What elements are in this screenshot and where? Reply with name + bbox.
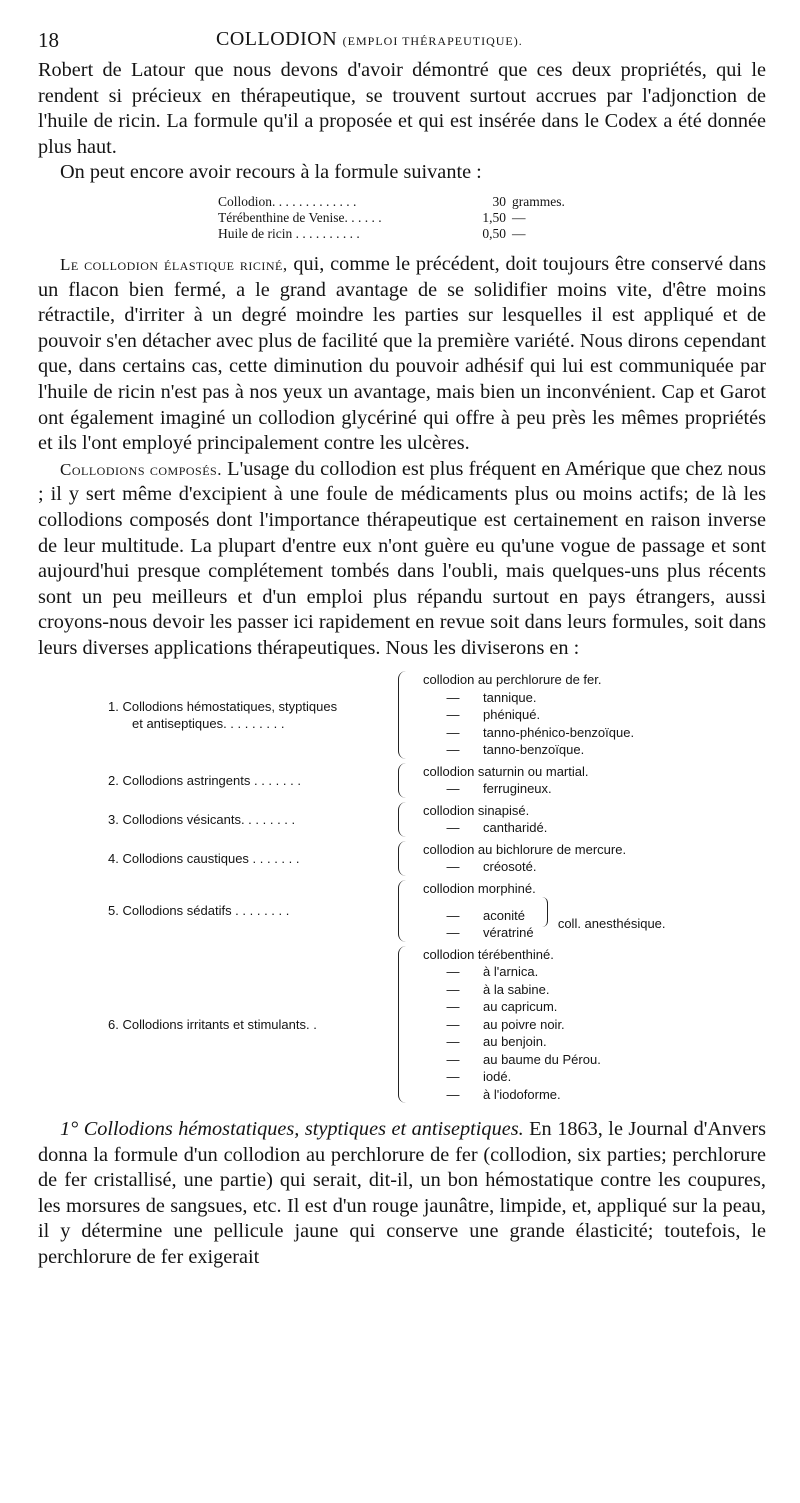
brace [398,880,411,942]
group-item [423,1086,601,1104]
group-item-text: au capricum. [483,999,558,1015]
page [38,28,766,1271]
recipe-qty: 30 [492,193,506,209]
recipe-label: Collodion. . . . . . . . . . . . . [218,193,357,209]
ditto-dash: — [446,781,460,797]
ditto-dash: — [446,907,460,923]
ditto-dash: — [446,707,460,723]
paragraph-4 [38,457,766,662]
brace [398,841,411,876]
recipe-qty: 1,50 [482,209,506,225]
brace [398,946,411,1104]
paragraph-1: Robert de Latour que nous devons d'avoir démontré que ces deux propriétés, qui le rendent si précieux en thérapeutique, se trouvent surtout accrues par l'adjonction de l'huile de ricin. La formule qu'il a proposée et qui est insérée dans le Codex a été donnée plus haut. [38,59,766,158]
running-title [216,28,523,51]
group-item-text: au benjoin. [483,1034,547,1050]
group-item [423,780,588,798]
group-item-text: à l'iodoforme. [483,1086,561,1102]
classification-group [38,880,766,942]
group-item [423,689,634,707]
group-item-text: iodé. [483,1069,512,1085]
group-items [423,841,626,876]
ditto-dash: — [446,1086,460,1102]
group-label [38,698,398,733]
recipe-label: Huile de ricin . . . . . . . . . . [218,225,360,241]
group-label: 4. Collodions caustiques . . . . . . . [108,850,300,866]
group-item: collodion térébenthiné. [423,946,554,962]
group-item-text: à l'arnica. [483,964,539,980]
paragraph-4-lead: Collodions composés. [60,459,222,479]
group-label: 6. Collodions irritants et stimulants. . [108,1016,317,1032]
running-title-main: COLLODION [216,28,338,50]
group-item-text: créosoté. [483,859,537,875]
group-item [423,706,634,724]
group-item: collodion saturnin ou martial. [423,763,589,779]
ditto-dash: — [446,1069,460,1085]
group-item [423,858,626,876]
group-label: 5. Collodions sédatifs . . . . . . . . [108,903,290,918]
group-item [423,1068,601,1086]
group-items [423,671,634,759]
classification-table [38,671,766,1103]
group-item-text: vératriné [483,925,534,941]
paragraph-2: On peut encore avoir recours à la formule suivante : [60,161,482,184]
recipe-table [218,194,766,242]
group-item [423,998,601,1016]
recipe-label: Térébenthine de Venise. . . . . . [218,209,382,225]
group-item [423,981,601,999]
group-item: collodion sinapisé. [423,802,530,818]
brace [398,802,411,837]
page-header [38,28,766,58]
ditto-dash: — [446,820,460,836]
ditto-dash: — [446,724,460,740]
group-label-line: 1. Collodions hémostatiques, styptiques [108,698,338,714]
recipe-unit: — [512,209,526,225]
classification-group [38,671,766,759]
sub-list [423,907,534,942]
ditto-dash: — [446,1051,460,1067]
ditto-dash: — [446,689,460,705]
group-item-text: au poivre noir. [483,1016,565,1032]
group-item [423,1016,601,1034]
recipe-row [218,226,766,242]
brace [398,763,411,798]
group-item-text: tanno-benzoïque. [483,742,585,758]
sub-label: coll. anesthésique. [557,916,666,932]
ditto-dash: — [446,999,460,1015]
group-item [423,1051,601,1069]
ditto-dash: — [446,1034,460,1050]
group-item [423,1033,601,1051]
ditto-dash: — [446,981,460,997]
paragraph-4-text: L'usage du collodion est plus fréquent en Amérique que chez nous ; il y sert même d'excipient à une foule de médicaments plus ou moins actifs; de là les collodions composés dont l'importance thérapeutique est certainement en raison inverse de leur multitude. La plupart d'entre eux n'ont guère eu qu'une vogue de passage et sont aujourd'hui presque complétement tombés dans l'oubli, mais quelques-uns plus récents sont un peu meilleurs et d'un emploi plus répandu surtout en pays étrangers, aussi croyons-nous devoir les passer ici rapidement en revue soit dans leurs formules, soit dans leurs diverses applications thérapeutiques. Nous les diviserons en : [38,457,766,659]
paragraph-3-text: qui, comme le précédent, doit toujours être conservé dans un flacon bien fermé, a le grand avantage de se solidifier moins vite, d'être moins rétractile, d'irriter à un degré moindre les parties sur lesquelles il est appliqué et de pouvoir s'en détacher avec plus de facilité que la première variété. Nous dirons cependant que, dans certains cas, cette diminution du pouvoir adhésif qui lui est communiquée par l'huile de ricin n'est pas à nos yeux un avantage, mais bien un inconvénient. Cap et Garot ont également imaginé un collodion glycériné qui offre à peu près les mêmes propriétés et ils l'ont employé principalement contre les ulcères. [38,252,766,455]
group-item-text: ferrugineux. [483,781,552,797]
group-label: 2. Collodions astringents . . . . . . . [108,772,301,788]
group-items [423,802,547,837]
classification-group [38,802,766,837]
classification-group [38,946,766,1104]
sub-brace [541,897,548,927]
recipe-unit: grammes. [512,193,565,209]
paragraph-3-lead: Le collodion élastique riciné, [60,254,288,274]
recipe-row [218,210,766,226]
ditto-dash: — [446,742,460,758]
group-item-text: phéniqué. [483,707,541,723]
paragraph-5-text: En 1863, le Journal d'Anvers donna la formule d'un collodion au perchlorure de fer (collodion, six parties; perchlorure de fer cristallisé, une partie) qui serait, dit-il, un bon hémostatique contre les coupures, les morsures de sangsues, etc. Il est d'un rouge jaunâtre, limpide, et, appliqué sur la peau, il y détermine une pellicule jaune qui conserve une grande élasticité; toutefois, le perchlorure de fer exigerait [38,1118,766,1268]
group-label: 3. Collodions vésicants. . . . . . . . [108,811,296,827]
group-item-text: à la sabine. [483,981,550,997]
group-item-text: tanno-phénico-benzoïque. [483,724,635,740]
group-item [423,741,634,759]
group-item: collodion au perchlorure de fer. [423,672,602,688]
page-number: 18 [38,28,59,52]
brace [398,671,411,759]
group-item-text: cantharidé. [483,820,548,836]
running-title-sub: (EMPLOI THÉRAPEUTIQUE). [342,34,523,48]
paragraph-5-lead: 1° Collodions hémostatiques, styptiques et antiseptiques. [60,1118,524,1141]
classification-group [38,763,766,798]
ditto-dash: — [446,859,460,875]
group-items [423,763,588,798]
group-item-text: tannique. [483,689,537,705]
group-items [423,946,601,1104]
paragraph-5 [38,1117,766,1271]
group-item [423,897,666,941]
group-item: collodion morphiné. [423,880,536,896]
classification-group [38,841,766,876]
ditto-dash: — [446,964,460,980]
group-item: collodion au bichlorure de mercure. [423,841,627,857]
recipe-unit: — [512,225,526,241]
group-item [423,819,547,837]
paragraph-3 [38,252,766,457]
group-item-text: au baume du Pérou. [483,1051,601,1067]
ditto-dash: — [446,925,460,941]
group-item-text: aconité [483,907,525,923]
recipe-qty: 0,50 [482,225,506,241]
group-item [423,963,601,981]
ditto-dash: — [446,1016,460,1032]
group-items [423,880,666,942]
group-label-line: et antiseptiques. . . . . . . . . [132,716,285,732]
group-item [423,724,634,742]
recipe-row [218,194,766,210]
